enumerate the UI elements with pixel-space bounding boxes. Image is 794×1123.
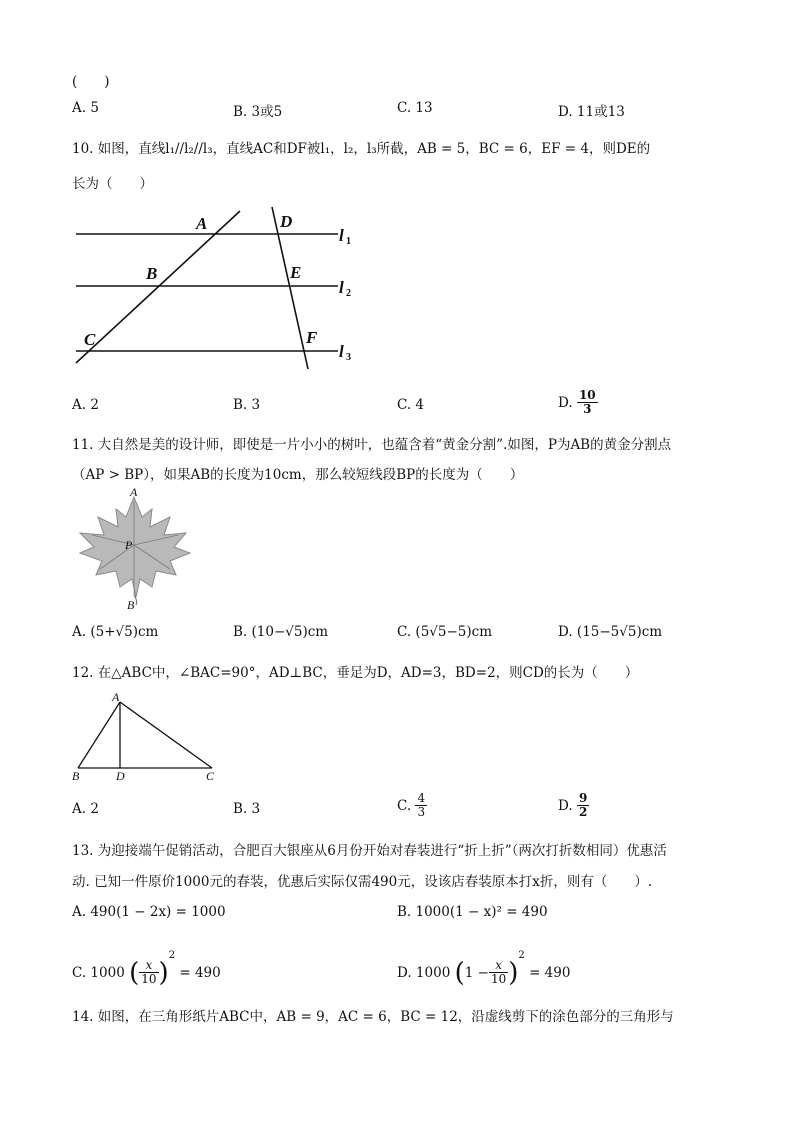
label-l3-sub: 3 — [346, 352, 351, 363]
label-l1: l — [339, 226, 344, 245]
q10-option-c: C. 4 — [397, 397, 425, 413]
q14-stem-line1: 14. 如图，在三角形纸片ABC中，AB = 9，AC = 6，BC = 12，沿虚线剪下的涂色部分的三角形与 — [72, 1009, 674, 1025]
q12-option-a: A. 2 — [72, 801, 99, 817]
leaf-label-p: P — [125, 538, 133, 552]
q10-option-d — [558, 389, 598, 416]
q10-option-a: A. 2 — [72, 397, 99, 413]
q13-option-b: B. 1000(1 − x)² = 490 — [397, 904, 548, 920]
q13-option-c-frac-num: x — [139, 959, 158, 973]
q13-stem-line1: 13. 为迎接端午促销活动，合肥百大银座从6月份开始对春装进行“折上折”（两次打折数相同）优惠活 — [72, 843, 667, 859]
label-l2-sub: 2 — [346, 288, 351, 299]
label-e: E — [290, 263, 302, 282]
q13-option-d-lead: D. 1000 — [397, 964, 451, 981]
q9-option-d: D. 11或13 — [558, 104, 625, 120]
q11-option-b: B. (10−√5)cm — [233, 624, 329, 640]
q12-option-c — [397, 792, 427, 819]
q13-option-d-frac-den: 10 — [490, 972, 507, 986]
q9-option-c: C. 13 — [397, 100, 433, 116]
leaf-label-a: A — [130, 487, 138, 499]
q12-option-b: B. 3 — [233, 801, 261, 817]
leaf-label-b: B — [127, 598, 135, 612]
q11-stem-line1: 11. 大自然是美的设计师，即使是一片小小的树叶，也蕴含着“黄金分割”.如图，P为AB的黄金分割点 — [72, 437, 672, 453]
q12-option-d-numerator: 9 — [578, 791, 588, 805]
label-l3: l — [339, 342, 344, 361]
q9-bracket: ( ) — [72, 74, 110, 90]
q12-option-c-denominator: 3 — [417, 805, 426, 819]
q12-option-d-denominator: 2 — [578, 805, 588, 819]
q10-option-d-fraction — [577, 389, 598, 416]
q11-stem-line2: （AP > BP），如果AB的长度为10cm，那么较短线段BP的长度为（ ） — [72, 467, 524, 483]
q13-option-c-frac-den: 10 — [141, 972, 157, 986]
q12-option-c-fraction — [415, 792, 427, 819]
q13-option-c-fraction — [139, 959, 158, 986]
q13-option-a: A. 490(1 − 2x) = 1000 — [72, 904, 226, 920]
q11-option-a: A. (5+√5)cm — [72, 624, 159, 640]
q10-option-d-label: D. — [558, 394, 573, 411]
tri-label-a: A — [112, 690, 120, 704]
q13-option-d-fraction — [489, 959, 508, 986]
q13-option-c-square: 2 — [168, 950, 176, 961]
tri-label-c: C — [206, 769, 215, 782]
q12-option-d — [558, 792, 589, 819]
q10-stem-line2: 长为（ ） — [72, 176, 153, 192]
q13-option-d-frac-num: x — [489, 959, 508, 973]
q9-option-a: A. 5 — [72, 100, 99, 116]
label-b: B — [146, 264, 158, 283]
transversal-df — [272, 207, 308, 369]
q13-stem-line2: 动. 已知一件原价1000元的春装，优惠后实际仅需490元，设该店春装原本打x折，则有（ ）. — [72, 874, 653, 890]
q12-option-c-numerator: 4 — [417, 791, 426, 805]
q12-option-c-label: C. — [397, 797, 412, 814]
q10-option-d-denominator: 3 — [583, 402, 592, 416]
q13-option-d-one-minus: 1 − — [464, 964, 489, 981]
q11-leaf-figure — [72, 487, 197, 612]
tri-label-d: D — [116, 769, 125, 782]
q13-option-d-square: 2 — [518, 950, 525, 961]
q10-option-b: B. 3 — [233, 397, 261, 413]
q13-option-d-tail: = 490 — [529, 964, 571, 981]
q13-option-c: C. 1000 ( $\frac{x}{10}$ )$^2$ = 490 — [72, 950, 221, 988]
q12-option-d-label: D. — [558, 797, 573, 814]
q12-triangle-figure — [72, 690, 222, 782]
q13-option-c-lead: C. 1000 — [72, 964, 125, 981]
q9-option-b: B. 3或5 — [233, 104, 283, 120]
q13-option-c-tail: = 490 — [179, 964, 221, 981]
label-f: F — [306, 328, 318, 347]
q11-option-c: C. (5√5−5)cm — [397, 624, 493, 640]
label-c: C — [84, 330, 96, 349]
q12-stem-line1: 12. 在△ABC中，∠BAC=90°，AD⊥BC，垂足为D，AD=3，BD=2，则CD的长为（ ） — [72, 665, 639, 681]
tri-label-b: B — [72, 769, 80, 782]
q13-option-d: D. 1000 (1 − $\frac{x}{10}$ )$^2$ = 490 — [397, 950, 571, 988]
q10-parallel-lines-figure — [72, 203, 362, 378]
label-d: D — [280, 212, 293, 231]
label-l1-sub: 1 — [346, 236, 351, 247]
q12-option-d-fraction — [577, 792, 589, 819]
label-l2: l — [339, 278, 344, 297]
maple-leaf-shape — [80, 497, 190, 597]
q10-option-d-numerator: 10 — [578, 388, 596, 402]
q10-stem-line1: 10. 如图，直线l₁//l₂//l₃，直线AC和DF被l₁，l₂，l₃所截，AB = 5，BC = 6，EF = 4，则DE的 — [72, 141, 651, 157]
label-a: A — [196, 214, 208, 233]
q11-option-d: D. (15−5√5)cm — [558, 624, 663, 640]
